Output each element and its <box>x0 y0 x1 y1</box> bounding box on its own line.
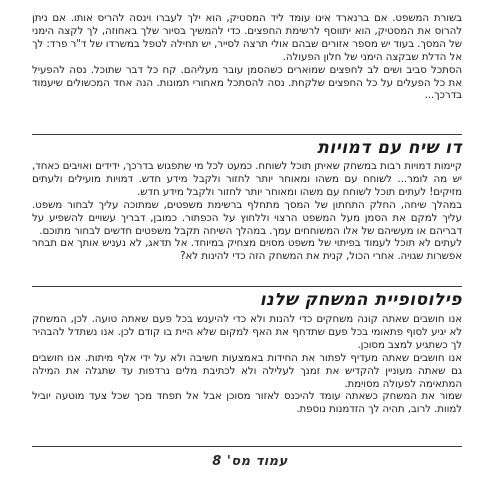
philosophy-paragraph-3: שמור את המשחק כשאתה עומד להיכנס לאזור מסוכן אבל אל תפחד מכך שכל צעד מוטעה יוביל למוות. לרוב, תהיה לך הזדמנות נוספת. <box>32 390 462 416</box>
footer-divider <box>32 446 462 447</box>
page-number: עמוד מס' 8 <box>212 454 288 469</box>
conversation-paragraph-3: לעתים לא תוכל לעמוד בפיתוי של משפט מסוים מצחיק במיוחד. אל תדאג, לא נעניש אותך אם תבחר אפשרות שגויה. אחרי הכול, קנית את המשחק הזה כדי להינות לא? <box>32 237 462 263</box>
conversation-paragraph-1: קיימות דמויות רבות במשחק שאיתן תוכל לשוחח. כמעט לכל מי שתפגוש בדרכך, ידידים ואויבים כאחד, יש מה לומר... לשוחח עם משהו ומאוחר יותר לחזור ולקבל מידע חדש. דמויות מועילים ולעתים מזיקים! לעתים תוכל לשוחח עם משהו ומאוחר יותר לחזור ולקבל מידע חדש. <box>32 160 462 198</box>
section-divider <box>32 286 462 287</box>
philosophy-section <box>32 313 462 416</box>
philosophy-heading: פילוסופיית המשחק שלנו <box>259 290 462 310</box>
conversation-section <box>32 160 462 263</box>
intro-section <box>32 12 462 102</box>
intro-paragraph-2: הסתכל סביב ושים לב לחפצים שמוארים כשהסמן עובר מעליהם. קח כל דבר שתוכל. נסה להפעיל את כל הפעלים על כל החפצים שלקחת. נסה להסתכל מאחורי תמונות. הנה אחד המכשולים שיעמוד בדרכך... <box>32 63 462 102</box>
conversation-paragraph-2: במהלך שיחה, החלק התחתון של המסך מתחלף ברשימת משפטים, שמתוכה עליך לבחור משפט. עליך למקם את הסמן מעל המשפט הרצוי וללחוץ על הכפתור. כמובן, דבריך עשויים להשפיע על דבריהם או מעשיהם של אלו המשוחחים עמך. במהלך השיחה תקבל משפטים חדשים לבחור מתוכם. <box>32 198 462 237</box>
philosophy-paragraph-1: אנו חושבים שאתה קונה משחקים כדי להנות ולא כדי להיענש בכל פעם שאתה טועה. לכן, המשחק לא יגיע לסוף פתאומי בכל פעם שתדחף את האף למקום שלא היית בו קודם לכן. אנו נשתדל להבהיר לך כשתגיע למצב מסוכן. <box>32 313 462 351</box>
philosophy-paragraph-2: אנו חושבים שאתה מעדיף לפתור את החידות באמצעות חשיבה ולא על ידי אלף מיתות. אנו חושבים גם שאתה מעוניין להקדיש את זמנך לעלילה ולא לכתיבת מלים נרדפות עד שתגלה את המילה המתאימה לפעולה מסוימת. <box>32 351 462 390</box>
conversation-heading: דו שיח עם דמויות <box>317 138 462 158</box>
intro-paragraph-1: בשורת המשפט. אם ברנארד אינו עומד ליד המסטיק, הוא ילך לעברו וינסה להריס אותו. אם ניתן להרוס את המסטיק, הוא יתווסף לרשימת החפצים. כדי להמשיך בסיור שלך באחוזה, לך לקצה הימני של המסך. בעוד יש מספר אזורים שבהם אולי תרצה לסייר, יש תחילה לטפל במשרדו של ד"ר פרד: לך אל הדלת שבקצה הימני של חלון הפעולה. <box>32 12 462 63</box>
section-divider <box>32 134 462 135</box>
